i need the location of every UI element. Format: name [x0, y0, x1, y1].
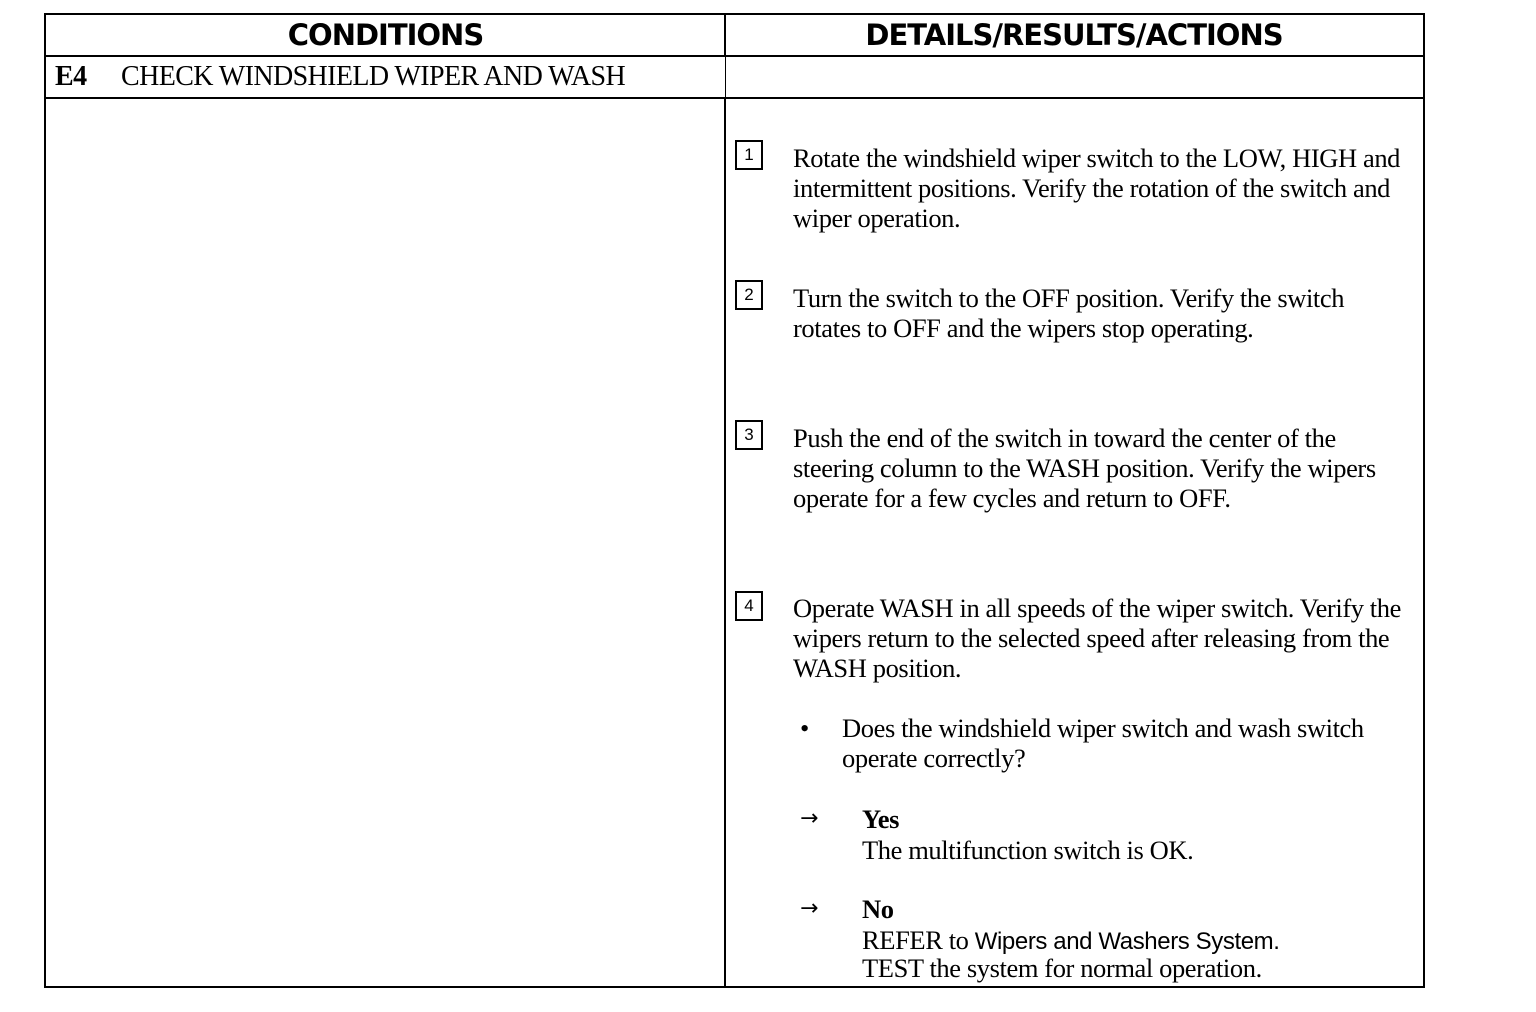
section-id: E4 — [55, 61, 87, 92]
no-refer-prefix: REFER to — [862, 925, 975, 955]
section-title: CHECK WINDSHIELD WIPER AND WASH — [121, 61, 626, 92]
yes-arrow-icon: → — [800, 806, 819, 831]
step-2-text: Turn the switch to the OFF position. Verify the switch rotates to OFF and the wipers stop operating. — [793, 283, 1345, 343]
step-1-text: Rotate the windshield wiper switch to the LOW, HIGH and intermittent positions. Verify the rotation of the switch and wiper operation. — [793, 143, 1401, 233]
bullet-icon: • — [800, 713, 809, 743]
step-1-number: 1 — [735, 140, 763, 170]
section-row — [46, 57, 725, 97]
section-divider — [46, 97, 1423, 99]
yes-text: The multifunction switch is OK. — [862, 835, 1194, 865]
no-refer-line — [862, 926, 1402, 956]
question-text: Does the windshield wiper switch and wash switch operate correctly? — [842, 713, 1364, 773]
no-test-text: TEST the system for normal operation. — [862, 953, 1262, 983]
step-3-text: Push the end of the switch in toward the center of the steering column to the WASH position. Verify the wipers operate for a few cycles and return to OFF. — [793, 423, 1376, 513]
yes-label: Yes — [862, 804, 900, 834]
no-label: No — [862, 894, 894, 924]
step-4-number: 4 — [735, 591, 763, 621]
details-header: DETAILS/RESULTS/ACTIONS — [865, 18, 1283, 52]
step-4-text: Operate WASH in all speeds of the wiper switch. Verify the wipers return to the selected speed after releasing from the WASH position. — [793, 593, 1401, 683]
step-2-number: 2 — [735, 280, 763, 310]
no-arrow-icon: → — [800, 896, 819, 921]
step-3-number: 3 — [735, 420, 763, 450]
no-refer-target: Wipers and Washers System. — [974, 928, 1280, 955]
column-divider — [724, 15, 726, 986]
conditions-header: CONDITIONS — [287, 18, 484, 52]
